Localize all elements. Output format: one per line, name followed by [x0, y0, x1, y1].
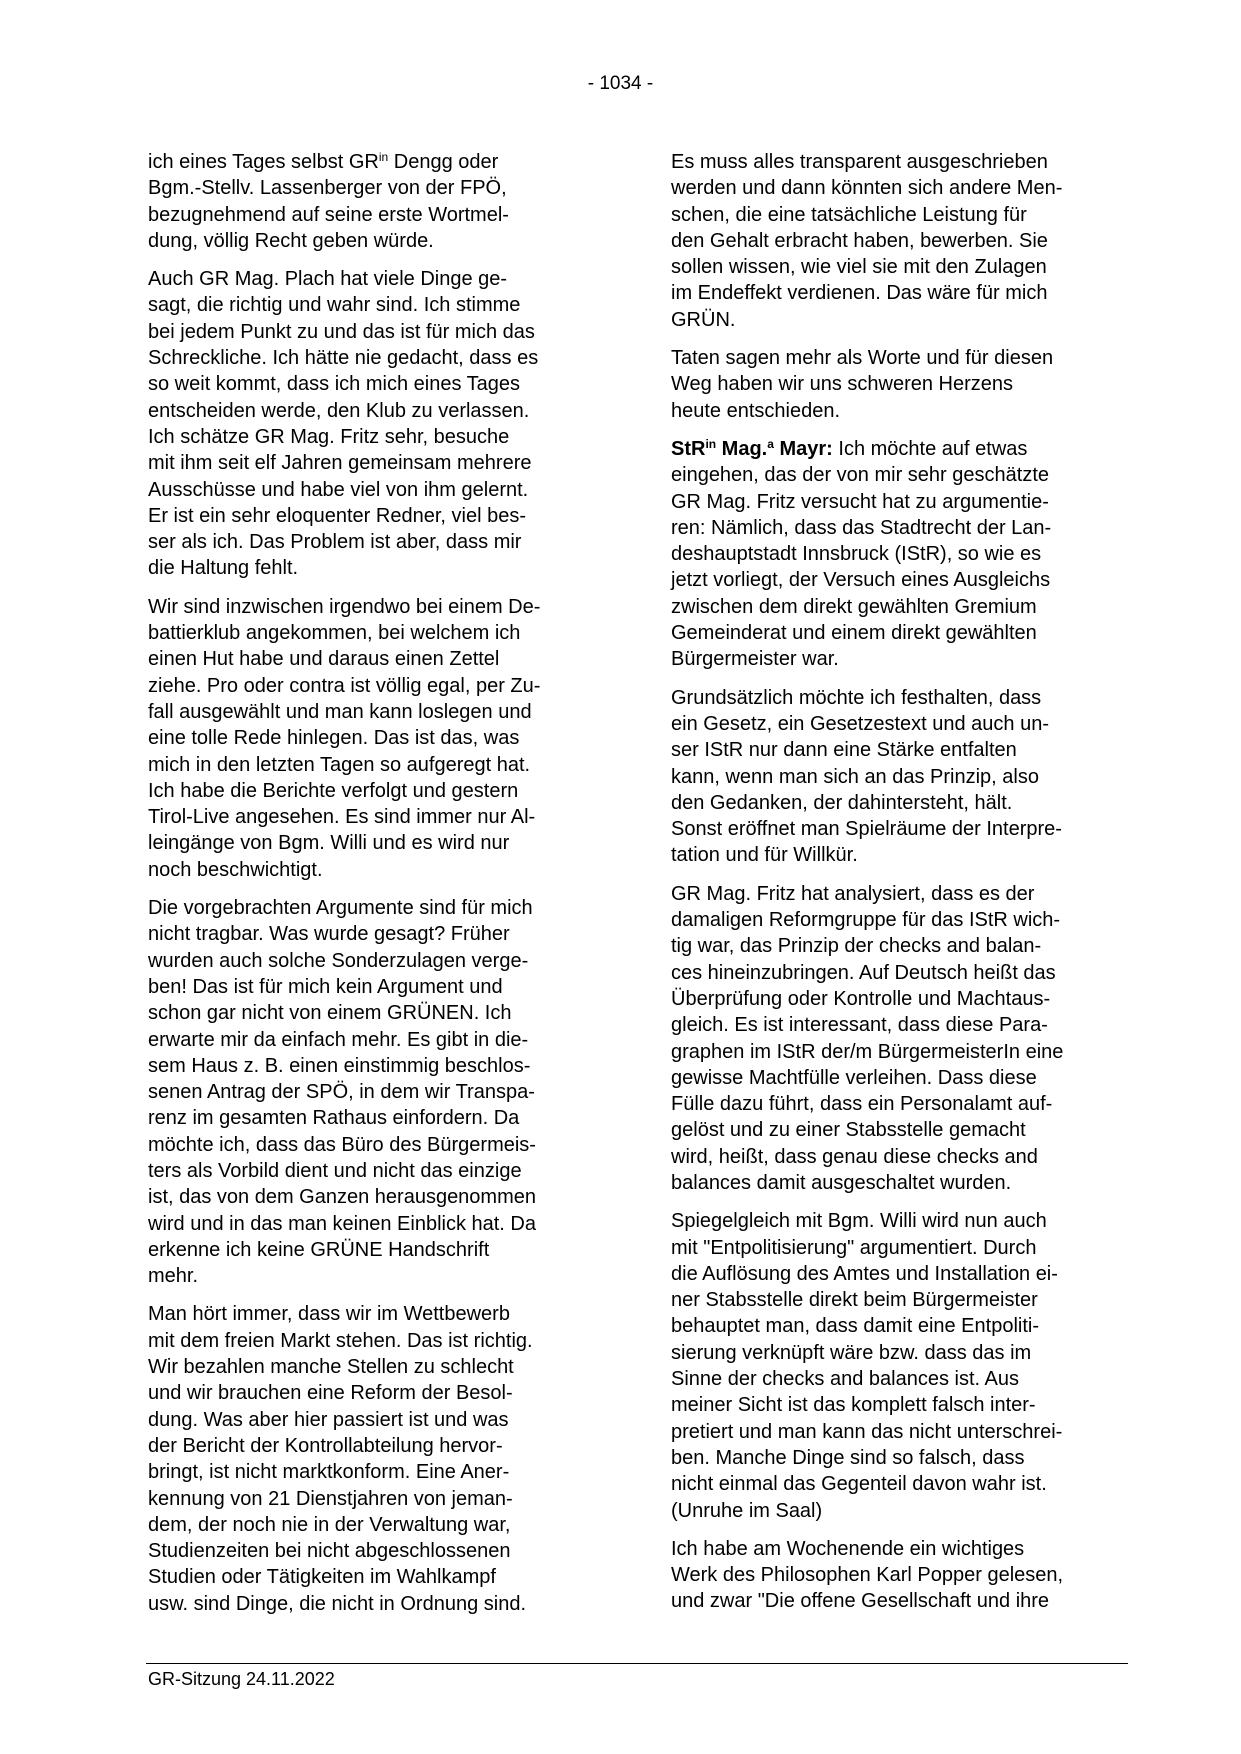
paragraph: Grundsätzlich möchte ich festhalten, dass ein Gesetz, ein Gesetzestext und auch un- ser IStR nur dann eine Stärke entfalten kann, wenn man sich an das Prinzip, also den Gedanken, der dahintersteht, hält. Sonst eröffnet man Spielräume der Interpre- tation und für Willkür.	[671, 686, 1062, 867]
paragraph-text: Dengg oder Bgm.-Stellv. Lassenberger von der FPÖ, bezugnehmend auf seine erste Wortmel- dung, völlig Recht geben würde.	[148, 151, 509, 252]
superscript: in	[378, 150, 389, 164]
paragraph: Man hört immer, dass wir im Wettbewerb mit dem freien Markt stehen. Das ist richtig. Wir bezahlen manche Stellen zu schlecht und wir brauchen eine Reform der Besol- dung. Was aber hier passiert ist und was der Bericht der Kontrollabteilung hervor- bringt, ist nicht marktkonform. Eine Aner- kennung von 21 Dienstjahren von jeman- dem, der noch nie in der Verwaltung war, Studienzeiten bei nicht abgeschlossenen Studien oder Tätigkeiten im Wahlkampf usw. sind Dinge, die nicht in Ordnung sind.	[148, 1303, 533, 1615]
paragraph: Spiegelgleich mit Bgm. Willi wird nun auch mit "Entpolitisierung" argumentiert. Durch die Auflösung des Amtes und Installation ei- ner Stabsstelle direkt beim Bürgermeister behauptet man, dass damit eine Entpoliti- sierung verknüpft wäre bzw. dass das im Sinne der checks and balances ist. Aus meiner Sicht ist das komplett falsch inter- pretiert und man kann das nicht unterschrei- ben. Manche Dinge sind so falsch, dass nicht einmal das Gegenteil davon wahr ist. (Unruhe im Saal)	[671, 1210, 1063, 1522]
speaker-title: StR	[671, 437, 706, 460]
paragraph: Wir sind inzwischen irgendwo bei einem De- battierklub angekommen, bei welchem ich einen Hut habe und daraus einen Zettel ziehe. Pro oder contra ist völlig egal, per Zu- fall ausgewählt und man kann loslegen und eine tolle Rede hinlegen. Das ist das, was mich in den letzten Tagen so aufgeregt hat. Ich habe die Berichte verfolgt und gestern Tirol-Live angesehen. Es sind immer nur Al- leingänge von Bgm. Willi und es wird nur noch beschwichtigt.	[148, 595, 541, 881]
paragraph: Auch GR Mag. Plach hat viele Dinge ge- sagt, die richtig und wahr sind. Ich stimme bei jedem Punkt zu und das ist für mich das Schreckliche. Ich hätte nie gedacht, dass es so weit kommt, dass ich mich eines Tages entscheiden werde, den Klub zu verlassen. Ich schätze GR Mag. Fritz sehr, besuche mit ihm seit elf Jahren gemeinsam mehrere Ausschüsse und habe viel von ihm gelernt. Er ist ein sehr eloquenter Redner, viel bes- ser als ich. Das Problem ist aber, dass mir die Haltung fehlt.	[148, 268, 539, 580]
superscript: a	[767, 436, 774, 451]
superscript: in	[705, 436, 717, 451]
speaker-title: Mag.	[716, 437, 768, 460]
right-column	[671, 149, 1117, 1627]
speaker-name	[671, 438, 833, 460]
paragraph	[148, 149, 594, 254]
paragraph: GR Mag. Fritz hat analysiert, dass es der damaligen Reformgruppe für das IStR wich- tig war, das Prinzip der checks and balan- ces hineinzubringen. Auf Deutsch heißt das Überprüfung oder Kontrolle und Machtaus- gleich. Es ist interessant, dass diese Para- graphen im IStR der/m BürgermeisterIn eine gewisse Machtfülle verleihen. Dass diese Fülle dazu führt, dass ein Personalamt auf- gelöst und zu einer Stabsstelle gemacht wird, heißt, dass genau diese checks and balances damit ausgeschaltet wurden.	[671, 882, 1064, 1194]
left-column	[148, 149, 594, 1629]
paragraph: Die vorgebrachten Argumente sind für mich nicht tragbar. Was wurde gesagt? Früher wurden auch solche Sonderzulagen verge- ben! Das ist für mich kein Argument und schon gar nicht von einem GRÜNEN. Ich erwarte mir da einfach mehr. Es gibt in die- sem Haus z. B. einen einstimmig beschlos- senen Antrag der SPÖ, in dem wir Transpa- renz im gesamten Rathaus einfordern. Da möchte ich, dass das Büro des Bürgermeis- ters als Vorbild dient und nicht das einzige ist, das von dem Ganzen herausgenommen wird und in das man keinen Einblick hat. Da erkenne ich keine GRÜNE Handschrift mehr.	[148, 897, 536, 1288]
paragraph: Ich habe am Wochenende ein wichtiges Werk des Philosophen Karl Popper gelesen, und zwar "Die offene Gesellschaft und ihre	[671, 1537, 1064, 1613]
page-number: - 1034 -	[587, 73, 654, 94]
paragraph	[671, 436, 1117, 673]
footer-session-date: GR-Sitzung 24.11.2022	[148, 1669, 335, 1689]
paragraph-text: Ich möchte auf etwas eingehen, das der von mir sehr geschätzte GR Mag. Fritz versucht hat zu argumentie- ren: Nämlich, dass das Stadtrecht der Lan- deshauptstadt Innsbruck (IStR), so wie es jetzt vorliegt, der Versuch eines Ausgleichs zwischen dem direkt gewählten Gremium Gemeinderat und einem direkt gewählten Bürgermeister war.	[671, 437, 1052, 671]
paragraph: Es muss alles transparent ausgeschrieben werden und dann könnten sich andere Men- schen, die eine tatsächliche Leistung für den Gehalt erbracht haben, bewerben. Sie sollen wissen, wie viel sie mit den Zulagen im Endeffekt verdienen. Das wäre für mich GRÜN.	[671, 151, 1063, 331]
footer-divider	[146, 1663, 1128, 1664]
paragraph: Taten sagen mehr als Worte und für diesen Weg haben wir uns schweren Herzens heute entschieden.	[671, 347, 1054, 422]
speaker-surname: Mayr:	[773, 437, 833, 460]
paragraph-text: ich eines Tages selbst GR	[148, 151, 379, 173]
